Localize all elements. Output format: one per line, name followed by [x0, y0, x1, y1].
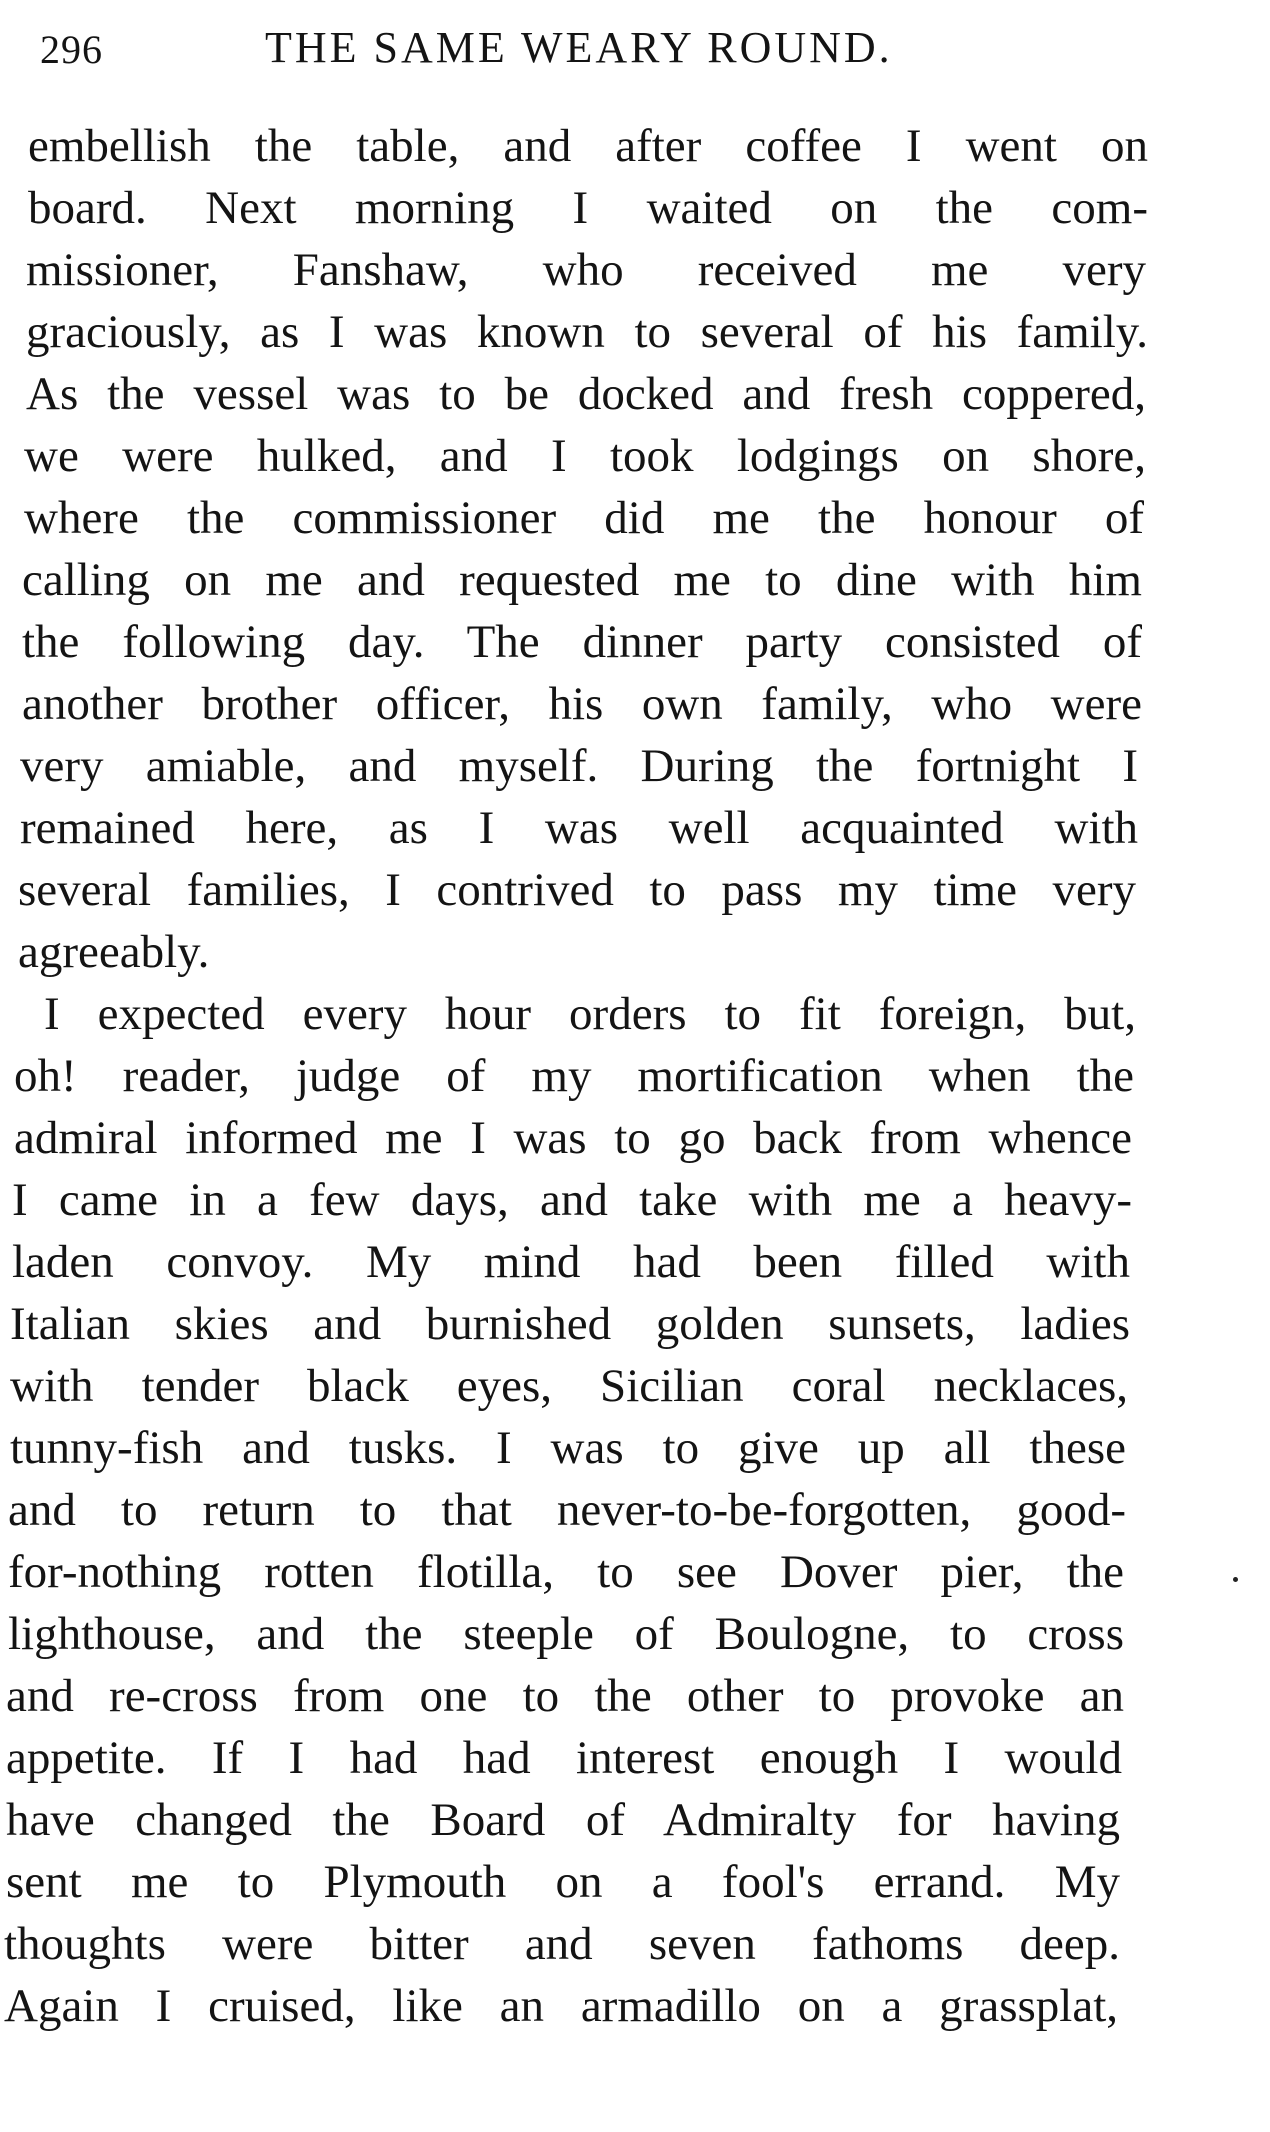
page-number: 296 [40, 27, 103, 72]
text-line: missioner, Fanshaw, who received me very [26, 244, 1146, 296]
print-speck [1233, 1577, 1238, 1582]
running-head [0, 18, 1270, 78]
text-line: and re-cross from one to the other to provoke an [6, 1670, 1124, 1722]
running-title: THE SAME WEARY ROUND. [265, 23, 893, 72]
text-line: board. Next morning I waited on the com- [28, 182, 1148, 234]
text-line: the following day. The dinner party consisted of [22, 616, 1142, 668]
text-line: have changed the Board of Admiralty for having [6, 1794, 1120, 1846]
text-line: calling on me and requested me to dine with him [22, 554, 1142, 606]
text-line: very amiable, and myself. During the fortnight I [20, 740, 1138, 792]
text-line: appetite. If I had had interest enough I would [6, 1732, 1122, 1784]
text-line: I expected every hour orders to fit foreign, but, [44, 988, 1136, 1040]
text-line: we were hulked, and I took lodgings on shore, [24, 430, 1146, 482]
text-line: remained here, as I was well acquainted with [20, 802, 1138, 854]
text-line: graciously, as I was known to several of his family. [26, 306, 1148, 358]
text-line: lighthouse, and the steeple of Boulogne, to cross [8, 1608, 1124, 1660]
text-line: sent me to Plymouth on a fool's errand. My [6, 1856, 1120, 1908]
text-line: I came in a few days, and take with me a heavy- [12, 1174, 1132, 1226]
text-line: embellish the table, and after coffee I went on [28, 120, 1148, 172]
text-line: where the commissioner did me the honour of [24, 492, 1144, 544]
text-line: several families, I contrived to pass my time very [18, 864, 1136, 916]
text-line: agreeably. [18, 926, 210, 978]
text-line: another brother officer, his own family, who were [22, 678, 1142, 730]
text-line: Again I cruised, like an armadillo on a grassplat, [4, 1980, 1118, 2032]
text-line: tunny-fish and tusks. I was to give up all these [10, 1422, 1126, 1474]
text-line: and to return to that never-to-be-forgotten, good- [8, 1484, 1126, 1536]
text-line: with tender black eyes, Sicilian coral necklaces, [10, 1360, 1128, 1412]
text-line: Italian skies and burnished golden sunsets, ladies [10, 1298, 1130, 1350]
text-line: admiral informed me I was to go back from whence [14, 1112, 1132, 1164]
text-line: As the vessel was to be docked and fresh coppered, [26, 368, 1146, 420]
text-line: thoughts were bitter and seven fathoms deep. [4, 1918, 1120, 1970]
text-line: oh! reader, judge of my mortification when the [14, 1050, 1134, 1102]
text-line: laden convoy. My mind had been filled with [12, 1236, 1130, 1288]
text-line: for-nothing rotten flotilla, to see Dover pier, the [8, 1546, 1124, 1598]
